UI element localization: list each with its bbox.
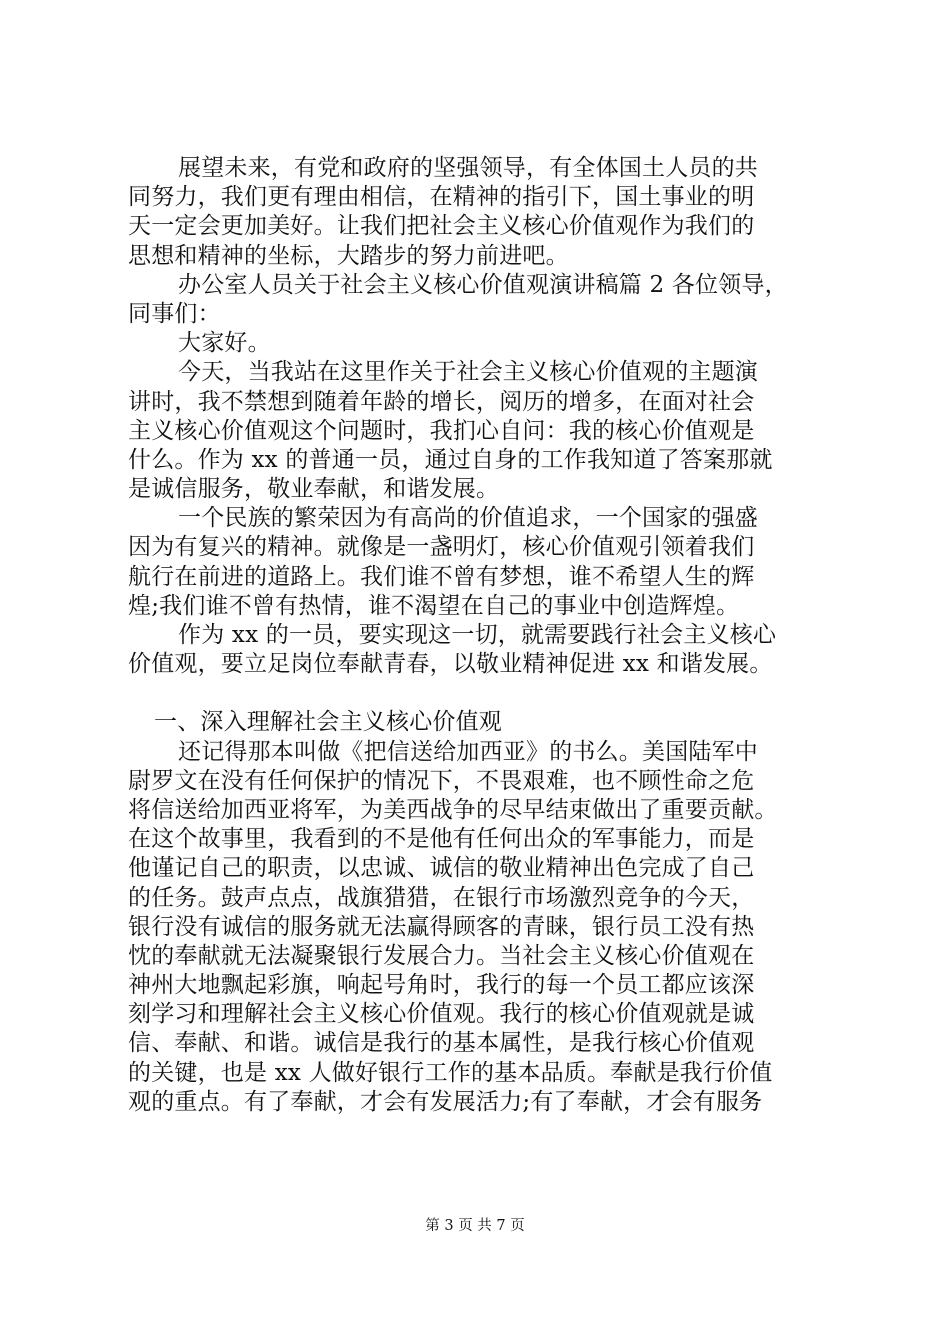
paragraph-line: 一个民族的繁荣因为有高尚的价值追求，一个国家的强盛 [178,505,758,532]
paragraph-line: 神州大地飘起彩旗，响起号角时，我行的每一个员工都应该深 [128,972,755,999]
paragraph-line: 价值观，要立足岗位奉献青春，以敬业精神促进 xx 和谐发展。 [128,651,773,678]
document-body [128,154,836,1117]
paragraph-line: 还记得那本叫做《把信送给加西亚》的书么。美国陆军中 [178,738,758,765]
paragraph-line: 同努力，我们更有理由相信，在精神的指引下，国土事业的明 [128,184,755,211]
paragraph-line: 将信送给加西亚将军，为美西战争的尽早结束做出了重要贡献。 [128,796,778,823]
paragraph-line: 信、奉献、和谐。诚信是我行的基本属性，是我行核心价值观 [128,1030,755,1057]
paragraph-line: 观的重点。有了奉献，才会有发展活力;有了奉献，才会有服务 [128,1088,763,1115]
paragraph-line: 煌;我们谁不曾有热情，谁不渴望在自己的事业中创造辉煌。 [128,592,740,619]
paragraph-line: 的关键，也是 xx 人做好银行工作的基本品质。奉献是我行价值 [128,1059,773,1086]
paragraph-line: 讲时，我不禁想到随着年龄的增长，阅历的增多，在面对社会 [128,388,755,415]
greeting-line: 大家好。 [178,330,271,357]
paragraph-line: 什么。作为 xx 的普通一员，通过自身的工作我知道了答案那就 [128,446,773,473]
section-heading: 一、深入理解社会主义核心价值观 [154,709,502,736]
paragraph-line: 因为有复兴的精神。就像是一盏明灯，核心价值观引领着我们 [128,534,755,561]
paragraph-line: 主义核心价值观这个问题时，我扪心自问：我的核心价值观是 [128,417,755,444]
paragraph-line: 他谨记自己的职责，以忠诚、诚信的敬业精神出色完成了自己 [128,855,755,882]
paragraph-line: 航行在前进的道路上。我们谁不曾有梦想，谁不希望人生的辉 [128,563,755,590]
paragraph-line: 是诚信服务，敬业奉献，和谐发展。 [128,476,500,503]
page-number-footer: 第 3 页 共 7 页 [425,1218,525,1234]
paragraph-line: 展望未来，有党和政府的坚强领导，有全体国土人员的共 [178,155,758,181]
paragraph-line: 思想和精神的坐标，大踏步的努力前进吧。 [128,242,569,269]
blank-line [128,679,836,708]
paragraph-line: 同事们： [128,300,221,327]
paragraph-line: 刻学习和理解社会主义核心价值观。我行的核心价值观就是诚 [128,1001,755,1028]
paragraph-line: 忱的奉献就无法凝聚银行发展合力。当社会主义核心价值观在 [128,942,755,969]
paragraph-line: 在这个故事里，我看到的不是他有任何出众的军事能力，而是 [128,826,755,853]
section-heading-line: 办公室人员关于社会主义核心价值观演讲稿篇 2 各位领导， [178,271,788,298]
paragraph-line: 天一定会更加美好。让我们把社会主义核心价值观作为我们的 [128,213,755,240]
paragraph-line: 作为 xx 的一员，要实现这一切，就需要践行社会主义核心 [178,622,777,648]
paragraph-line: 的任务。鼓声点点，战旗猎猎，在银行市场激烈竞争的今天， [128,884,755,911]
paragraph-line: 银行没有诚信的服务就无法赢得顾客的青睐，银行员工没有热 [128,913,755,940]
paragraph-line: 今天，当我站在这里作关于社会主义核心价值观的主题演 [178,359,758,386]
paragraph-line: 尉罗文在没有任何保护的情况下，不畏艰难，也不顾性命之危 [128,767,755,794]
